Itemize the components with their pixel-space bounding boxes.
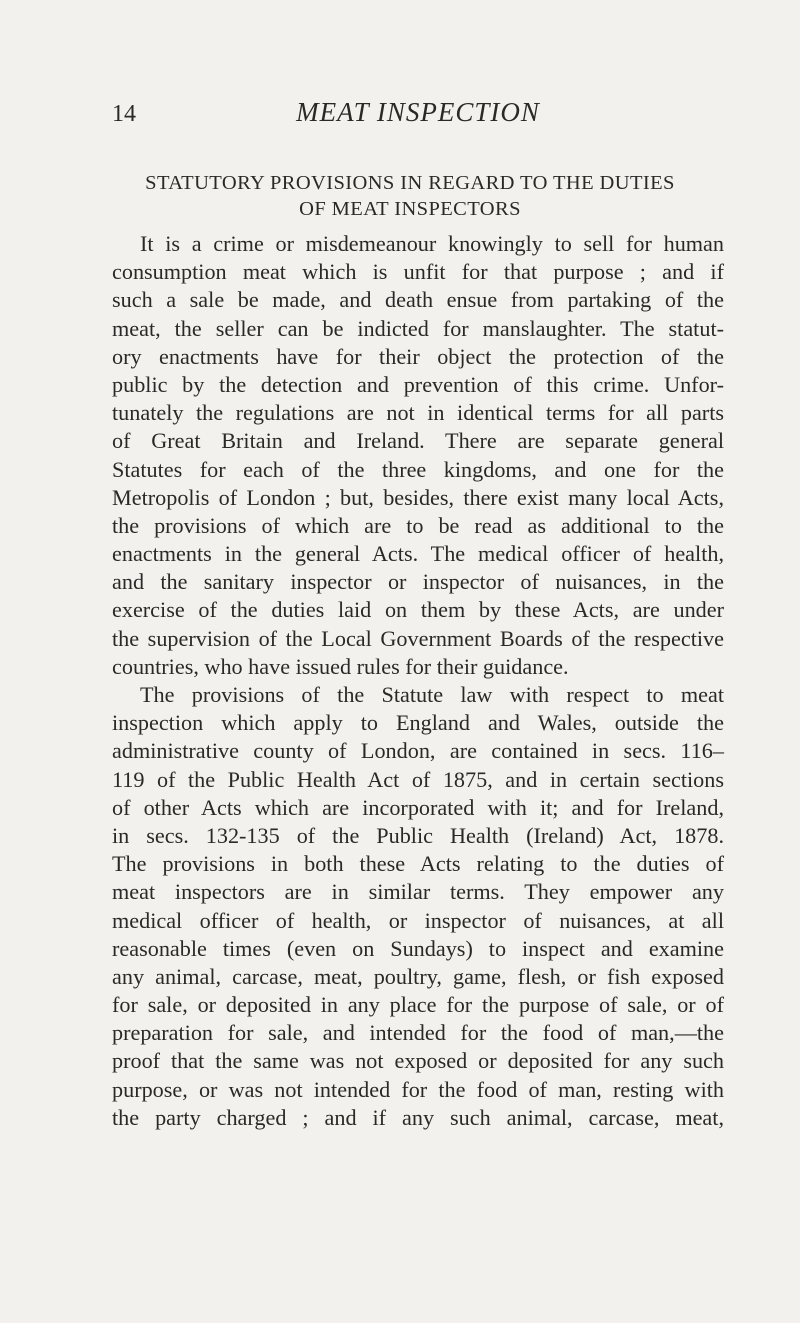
text-line: for sale, or deposited in any place for the purpose of sale, or of <box>112 992 724 1018</box>
text-line: of other Acts which are incorporated with it; and for Ireland, <box>112 794 724 820</box>
text-line: the supervision of the Local Government Boards of the respective <box>112 625 724 651</box>
text-line: medical officer of health, or inspector of nuisances, at all <box>112 907 724 933</box>
text-line: purpose, or was not intended for the food of man, resting with <box>112 1076 724 1102</box>
page-number: 14 <box>112 101 136 127</box>
page-header <box>0 96 800 130</box>
text-line: Statutes for each of the three kingdoms, and one for the <box>112 456 724 482</box>
text-line: meat, the seller can be indicted for manslaughter. The statut- <box>112 315 724 341</box>
text-line: the party charged ; and if any such animal, carcase, meat, <box>112 1104 724 1130</box>
text-line: countries, who have issued rules for their guidance. <box>112 653 569 679</box>
running-head: MEAT INSPECTION <box>296 97 540 127</box>
text-line: such a sale be made, and death ensue from partaking of the <box>112 287 724 313</box>
section-title-line: OF MEAT INSPECTORS <box>299 198 521 220</box>
section-title-line: STATUTORY PROVISIONS IN REGARD TO THE DUTIES <box>145 172 675 194</box>
text-line: exercise of the duties laid on them by these Acts, are under <box>112 597 724 623</box>
text-line: preparation for sale, and intended for the food of man,—the <box>112 1020 724 1046</box>
text-line: public by the detection and prevention of this crime. Unfor- <box>112 371 724 397</box>
text-line: the provisions of which are to be read as additional to the <box>112 512 724 538</box>
text-line: 119 of the Public Health Act of 1875, and in certain sections <box>112 766 724 792</box>
text-line: and the sanitary inspector or inspector of nuisances, in the <box>112 569 724 595</box>
text-line: inspection which apply to England and Wales, outside the <box>112 710 724 736</box>
text-line: Metropolis of London ; but, besides, there exist many local Acts, <box>112 484 724 510</box>
text-line: ory enactments have for their object the protection of the <box>112 343 724 369</box>
body-text <box>112 230 724 1132</box>
text-line: enactments in the general Acts. The medical officer of health, <box>112 541 724 567</box>
section-title <box>110 170 710 222</box>
text-line: meat inspectors are in similar terms. They empower any <box>112 879 724 905</box>
text-line: in secs. 132-135 of the Public Health (Ireland) Act, 1878. <box>112 822 724 848</box>
text-line: The provisions in both these Acts relating to the duties of <box>112 851 724 877</box>
text-line: any animal, carcase, meat, poultry, game, flesh, or fish exposed <box>112 963 724 989</box>
text-line: The provisions of the Statute law with respect to meat <box>140 682 724 707</box>
text-line: proof that the same was not exposed or deposited for any such <box>112 1048 724 1074</box>
text-line: It is a crime or misdemeanour knowingly to sell for human <box>140 231 724 256</box>
text-line: tunately the regulations are not in identical terms for all parts <box>112 400 724 426</box>
text-line: administrative county of London, are contained in secs. 116– <box>112 738 724 764</box>
text-line: consumption meat which is unfit for that purpose ; and if <box>112 259 724 285</box>
text-line: reasonable times (even on Sundays) to inspect and examine <box>112 935 724 961</box>
text-line: of Great Britain and Ireland. There are separate general <box>112 428 724 454</box>
